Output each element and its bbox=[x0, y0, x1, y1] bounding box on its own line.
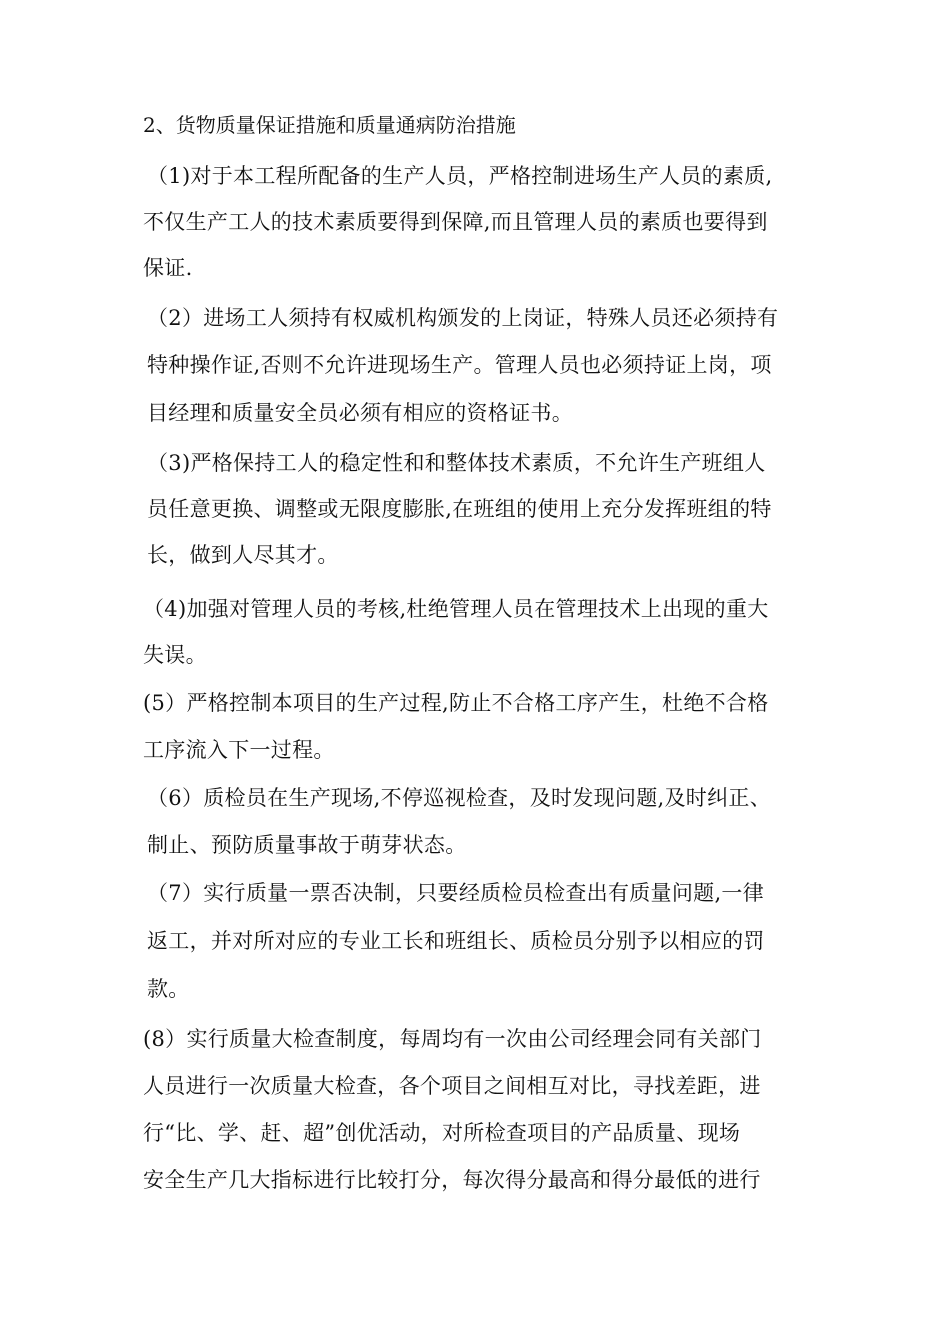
paragraph-line: 制止、预防质量事故于萌芽状态。 bbox=[147, 833, 467, 857]
paragraph-line: 失误。 bbox=[143, 643, 207, 667]
paragraph-line: 款。 bbox=[147, 977, 190, 1001]
paragraph-line: (5）严格控制本项目的生产过程,防止不合格工序产生，杜绝不合格 bbox=[143, 691, 769, 715]
paragraph-line: （2）进场工人须持有权威机构颁发的上岗证，特殊人员还必须持有 bbox=[147, 306, 779, 330]
paragraph-line: （1)对于本工程所配备的生产人员，严格控制进场生产人员的素质, bbox=[147, 164, 773, 188]
paragraph-line: 安全生产几大指标进行比较打分，每次得分最高和得分最低的进行 bbox=[143, 1168, 761, 1192]
paragraph-line: 特种操作证,否则不允许进现场生产。管理人员也必须持证上岗，项 bbox=[147, 353, 772, 377]
paragraph-line: 长，做到人尽其才。 bbox=[147, 543, 339, 567]
paragraph-line: （6）质检员在生产现场,不停巡视检查，及时发现问题,及时纠正、 bbox=[147, 786, 772, 810]
paragraph-line: 目经理和质量安全员必须有相应的资格证书。 bbox=[147, 401, 573, 425]
paragraph-line: 工序流入下一过程。 bbox=[143, 738, 335, 762]
paragraph-line: 保证. bbox=[143, 256, 193, 280]
paragraph-line: （7）实行质量一票否决制，只要经质检员检查出有质量问题,一律 bbox=[147, 881, 765, 905]
paragraph-line: 行“比、学、赶、超”创优活动，对所检查项目的产品质量、现场 bbox=[143, 1121, 741, 1145]
paragraph-line: 不仅生产工人的技术素质要得到保障,而且管理人员的素质也要得到 bbox=[143, 210, 768, 234]
paragraph-line: (8）实行质量大检查制度，每周均有一次由公司经理会同有关部门 bbox=[143, 1027, 762, 1051]
paragraph-line: 返工，并对所对应的专业工长和班组长、质检员分别予以相应的罚 bbox=[147, 929, 765, 953]
paragraph-line: 员任意更换、调整或无限度膨胀,在班组的使用上充分发挥班组的特 bbox=[147, 497, 772, 521]
paragraph-line: （3)严格保持工人的稳定性和和整体技术素质，不允许生产班组人 bbox=[147, 451, 766, 475]
paragraph-line: 人员进行一次质量大检查，各个项目之间相互对比，寻找差距，进 bbox=[143, 1074, 761, 1098]
section-heading: 2、货物质量保证措施和质量通病防治措施 bbox=[143, 113, 516, 137]
paragraph-line: （4)加强对管理人员的考核,杜绝管理人员在管理技术上出现的重大 bbox=[143, 597, 769, 621]
